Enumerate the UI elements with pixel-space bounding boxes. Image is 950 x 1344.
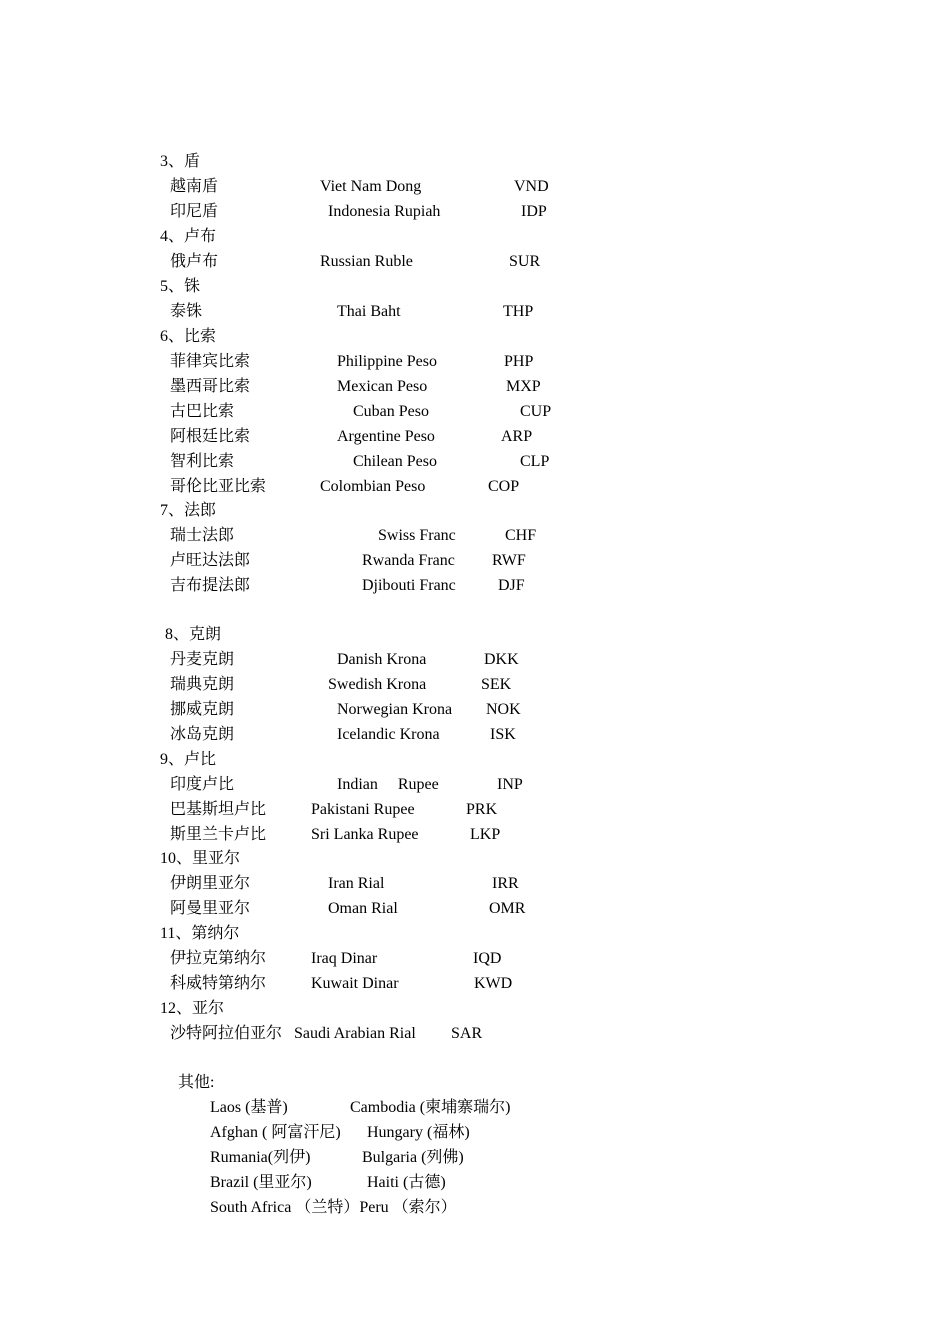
currency-code: OMR	[489, 900, 526, 917]
currency-code: SUR	[509, 253, 541, 270]
currency-english-name: Chilean Peso	[353, 453, 437, 470]
section-heading: 10、里亚尔	[160, 850, 241, 867]
currency-chinese-name: 冰岛克朗	[170, 726, 235, 743]
currency-row	[0, 174, 950, 199]
currency-code: IRR	[492, 875, 519, 892]
currency-english-name: Oman Rial	[328, 900, 398, 917]
currency-chinese-name: 俄卢布	[170, 253, 219, 270]
currency-row	[0, 349, 950, 374]
currency-chinese-name: 科威特第纳尔	[170, 975, 267, 992]
currency-english-name: Colombian Peso	[320, 478, 426, 495]
currency-english-name: Norwegian Krona	[337, 701, 453, 718]
currency-code: SEK	[481, 676, 512, 693]
currency-code: IQD	[473, 950, 502, 967]
others-country-b: Cambodia (柬埔寨瑞尔)	[350, 1099, 511, 1116]
currency-english-name: Djibouti Franc	[362, 577, 456, 594]
currency-code: VND	[514, 178, 549, 195]
currency-row	[0, 871, 950, 896]
currency-english-name: Rwanda Franc	[362, 552, 455, 569]
currency-code: LKP	[470, 826, 501, 843]
currency-row	[0, 672, 950, 697]
currency-row	[0, 647, 950, 672]
currency-row	[0, 399, 950, 424]
currency-code: IDP	[521, 203, 547, 220]
section-heading: 5、铢	[160, 278, 201, 295]
currency-row	[0, 548, 950, 573]
currency-code: MXP	[506, 378, 541, 395]
currency-code: ISK	[490, 726, 516, 743]
currency-english-name: Viet Nam Dong	[320, 178, 422, 195]
currency-english-name: Mexican Peso	[337, 378, 428, 395]
currency-english-name: Thai Baht	[337, 303, 401, 320]
currency-chinese-name: 墨西哥比索	[170, 378, 251, 395]
currency-english-name: Saudi Arabian Rial	[294, 1025, 416, 1042]
section-heading: 6、比索	[160, 328, 217, 345]
currency-chinese-name: 巴基斯坦卢比	[170, 801, 267, 818]
others-row	[0, 1120, 950, 1145]
currency-english-name: Indian Rupee	[337, 776, 439, 793]
currency-code: ARP	[501, 428, 533, 445]
currency-english-name: Pakistani Rupee	[311, 801, 415, 818]
currency-english-name: Kuwait Dinar	[311, 975, 399, 992]
others-country-a: Afghan ( 阿富汗尼)	[210, 1124, 341, 1141]
currency-chinese-name: 丹麦克朗	[170, 651, 235, 668]
currency-row	[0, 449, 950, 474]
currency-chinese-name: 斯里兰卡卢比	[170, 826, 267, 843]
currency-row	[0, 573, 950, 598]
currency-english-name: Cuban Peso	[353, 403, 429, 420]
currency-row	[0, 722, 950, 747]
section-heading: 9、卢比	[160, 751, 217, 768]
currency-english-name: Danish Krona	[337, 651, 427, 668]
section-heading: 11、第纳尔	[160, 925, 240, 942]
others-country-a: South Africa （兰特）Peru （索尔）	[210, 1199, 457, 1216]
currency-english-name: Icelandic Krona	[337, 726, 440, 743]
section-heading: 8、克朗	[165, 626, 222, 643]
currency-chinese-name: 菲律宾比索	[170, 353, 251, 370]
others-country-b: Haiti (古德)	[367, 1174, 446, 1191]
section-heading: 3、盾	[160, 153, 201, 170]
currency-code: DKK	[484, 651, 519, 668]
currency-code: COP	[488, 478, 520, 495]
others-country-b: Hungary (福林)	[367, 1124, 470, 1141]
others-row	[0, 1145, 950, 1170]
currency-row	[0, 1021, 950, 1046]
others-row	[0, 1095, 950, 1120]
currency-english-name: Russian Ruble	[320, 253, 413, 270]
currency-code: PRK	[466, 801, 498, 818]
currency-row	[0, 971, 950, 996]
currency-chinese-name: 哥伦比亚比索	[170, 478, 267, 495]
currency-chinese-name: 泰铢	[170, 303, 203, 320]
currency-row	[0, 772, 950, 797]
currency-chinese-name: 印度卢比	[170, 776, 235, 793]
currency-english-name: Sri Lanka Rupee	[311, 826, 419, 843]
currency-english-name: Indonesia Rupiah	[328, 203, 441, 220]
currency-row	[0, 199, 950, 224]
currency-code: NOK	[486, 701, 521, 718]
currency-english-name: Philippine Peso	[337, 353, 438, 370]
currency-chinese-name: 伊朗里亚尔	[170, 875, 251, 892]
currency-english-name: Swiss Franc	[378, 527, 456, 544]
currency-english-name: Swedish Krona	[328, 676, 427, 693]
currency-row	[0, 374, 950, 399]
currency-row	[0, 523, 950, 548]
currency-row	[0, 896, 950, 921]
currency-english-name: Argentine Peso	[337, 428, 435, 445]
currency-row	[0, 697, 950, 722]
currency-code: DJF	[498, 577, 525, 594]
currency-chinese-name: 瑞士法郎	[170, 527, 235, 544]
currency-chinese-name: 阿曼里亚尔	[170, 900, 251, 917]
section-heading: 4、卢布	[160, 228, 217, 245]
others-country-a: Laos (基普)	[210, 1099, 288, 1116]
section-heading: 12、亚尔	[160, 1000, 225, 1017]
currency-chinese-name: 沙特阿拉伯亚尔	[170, 1025, 283, 1042]
others-heading: 其他:	[178, 1074, 215, 1091]
currency-code: CHF	[505, 527, 537, 544]
currency-chinese-name: 越南盾	[170, 178, 219, 195]
currency-chinese-name: 伊拉克第纳尔	[170, 950, 267, 967]
currency-chinese-name: 印尼盾	[170, 203, 219, 220]
currency-row	[0, 946, 950, 971]
currency-row	[0, 299, 950, 324]
currency-code: INP	[497, 776, 523, 793]
others-row	[0, 1195, 950, 1220]
currency-english-name: Iraq Dinar	[311, 950, 378, 967]
currency-english-name: Iran Rial	[328, 875, 385, 892]
currency-code: KWD	[474, 975, 513, 992]
section-heading: 7、法郎	[160, 502, 217, 519]
currency-row	[0, 474, 950, 499]
others-country-a: Brazil (里亚尔)	[210, 1174, 312, 1191]
currency-chinese-name: 吉布提法郎	[170, 577, 251, 594]
currency-code: THP	[503, 303, 534, 320]
currency-chinese-name: 阿根廷比索	[170, 428, 251, 445]
currency-chinese-name: 挪威克朗	[170, 701, 235, 718]
currency-code: RWF	[492, 552, 526, 569]
currency-row	[0, 249, 950, 274]
currency-row	[0, 424, 950, 449]
currency-chinese-name: 卢旺达法郎	[170, 552, 251, 569]
others-country-a: Rumania(列伊)	[210, 1149, 311, 1166]
currency-chinese-name: 智利比索	[170, 453, 235, 470]
currency-code: CLP	[520, 453, 550, 470]
currency-code: PHP	[504, 353, 534, 370]
others-country-b: Bulgaria (列佛)	[362, 1149, 464, 1166]
currency-row	[0, 797, 950, 822]
others-row	[0, 1170, 950, 1195]
currency-code: CUP	[520, 403, 552, 420]
currency-chinese-name: 瑞典克朗	[170, 676, 235, 693]
currency-code: SAR	[451, 1025, 483, 1042]
currency-row	[0, 822, 950, 847]
currency-chinese-name: 古巴比索	[170, 403, 235, 420]
